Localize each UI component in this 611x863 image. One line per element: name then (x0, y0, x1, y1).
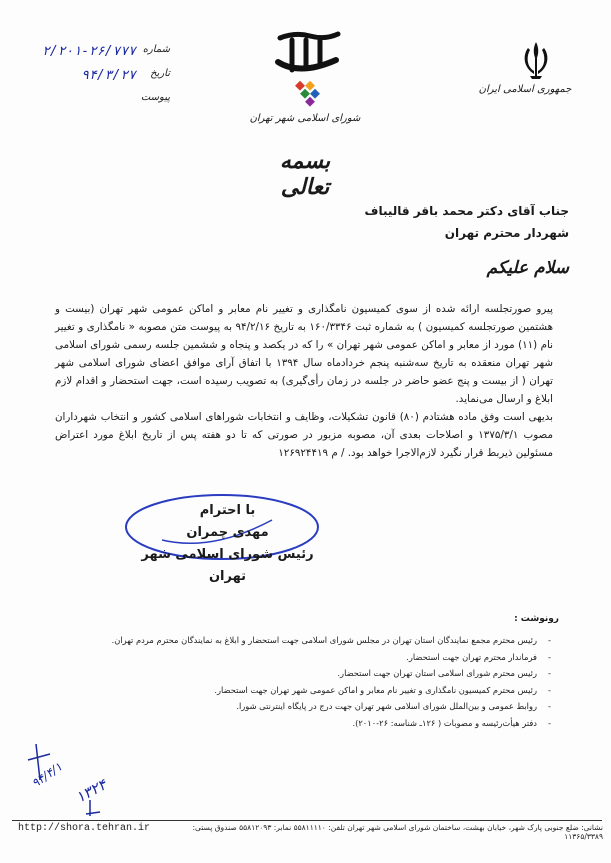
signature-closing: با احترام (199, 503, 256, 518)
copy-item: - دفتر هیأت‌رئیسه و مصوبات ( ۱۲۶ـ شناسه: ۲۶-۲۰۱۰). (91, 715, 551, 732)
handwritten-date: ۹۴/۴/۱ (29, 759, 65, 791)
footer-website-link[interactable]: http://shora.tehran.ir (18, 823, 151, 834)
signature-title: رئیس شورای اسلامی شهر تهران (141, 547, 314, 584)
signature-name: مهدی چمران (186, 525, 269, 540)
addressee-title: شهردار محترم تهران (444, 226, 569, 240)
copies-title: رونوشت : (514, 614, 559, 624)
date-label: تاریخ (150, 68, 170, 79)
addressee-block (269, 200, 569, 244)
council-caption: شورای اسلامی شهر تهران (249, 113, 361, 124)
copy-item: - روابط عمومی و بین‌الملل شورای اسلامی شهر تهران جهت درج در پایگاه اینترنتی شورا. (91, 698, 551, 715)
greeting: سلام علیکم (486, 258, 569, 278)
attachment-label: پیوست (140, 92, 170, 103)
date-value: ۹۴/۳/۲۷ (81, 68, 136, 83)
number-value: ۲/۲۰۱-۲۶/۷۷۷ (42, 44, 136, 59)
letter-body (55, 300, 553, 462)
copy-item: - رئیس محترم مجمع نمایندگان استان تهران در مجلس شورای اسلامی جهت استحضار و ابلاغ به نمایندگان محترم مردم تهران. (91, 632, 551, 649)
copy-item: - رئیس محترم شورای اسلامی استان تهران جهت استحضار. (91, 665, 551, 682)
iran-emblem-icon (516, 38, 556, 80)
number-label: شماره (142, 44, 170, 55)
basmala-heading: بسمه تعالی (279, 148, 331, 200)
letter-number-row (10, 44, 170, 62)
letter-attachment-row (10, 92, 170, 110)
handwritten-number: ۱۳۲۴ (72, 775, 110, 807)
addressee-name: جناب آقای دکتر محمد باقر قالیباف (364, 204, 569, 218)
footer-divider (12, 820, 602, 821)
signature-block (140, 500, 315, 588)
copy-item: - فرماندار محترم تهران جهت استحضار. (91, 649, 551, 666)
body-paragraph-2: بدیهی است وفق ماده هشتادم (۸۰) قانون تشکیلات، وظایف و انتخابات شوراهای اسلامی کشور و انتخاب شهرداران مصوب ۱۳۷۵/۳/۱ و اصلاحات بعدی آن، مصوبه مزبور در صورتی که تا دو هفته پس از تاریخ ابلاغ مورد اعتراض مسئولین ذیربط قرار نگیرد لازم‌الاجرا خواهد بود. / م ۱۲۶۹۲۴۴۱۹ (55, 411, 553, 459)
copy-item: - رئیس محترم کمیسیون نامگذاری و تغییر نام معابر و اماکن عمومی شهر تهران جهت استحضار. (91, 682, 551, 699)
footer-address: نشانی: ضلع جنوبی پارک شهر، خیابان بهشت، ساختمان شورای اسلامی شهر تهران تلفن: ۵۵۸۱۱۱۱۰ نمابر: ۵۵۸۱۲۰۹۳ صندوق پستی: ۱۱۳۶۵/۳۳۸۹ (192, 823, 603, 841)
body-paragraph-1: پیرو صورتجلسه ارائه شده از سوی کمیسیون نامگذاری و تغییر نام معابر و اماکن عمومی شهر تهران (بیست و هشتمین صورتجلسه کمیسیون ) به شماره ثبت ۱۶۰/۳۳۴۶ به تاریخ ۹۴/۲/۱۶ به پیوست متن مصوبه « نامگذاری و تغییر نام (۱۱) مورد از معابر و اماکن عمومی شهر تهران » را که در یکصد و پنجاه و ششمین جلسه رسمی شورای اسلامی شهر تهران منعقده به تاریخ سه‌شنبه پنجم خردادماه سال ۱۳۹۴ با اتفاق آرای موافق اعضای شورای اسلامی شهر تهران ( از بیست و پنج عضو حاضر در جلسه در زمان رأی‌گیری) به تصویب رسیده است، جهت استحضار و اقدام لازم ابلاغ و ارسال می‌نماید. (55, 303, 554, 405)
emblem-caption: جمهوری اسلامی ایران (478, 84, 572, 95)
city-council-logo-icon (270, 30, 345, 110)
copies-list (91, 632, 551, 731)
letter-date-row (10, 68, 170, 86)
